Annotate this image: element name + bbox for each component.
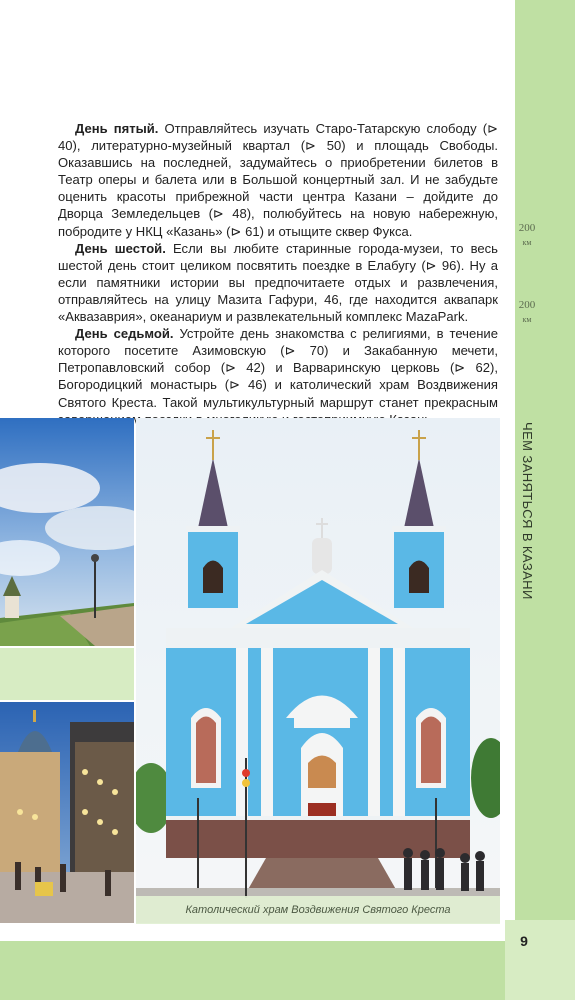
photo-caption: Католический храм Воздвижения Святого Креста — [136, 896, 500, 924]
page-number-box — [505, 920, 575, 1000]
paragraph-lead: День пятый. — [75, 121, 159, 136]
paragraph-day-5 — [58, 120, 498, 240]
paragraph-lead: День шестой. — [75, 240, 166, 256]
distance-value: 200 — [518, 299, 536, 311]
paragraph-day-7 — [58, 325, 498, 428]
distance-unit: км — [522, 238, 532, 247]
bottom-green-band — [0, 941, 505, 1000]
section-title: ЧЕМ ЗАНЯТЬСЯ В КАЗАНИ — [520, 422, 535, 600]
photo-kremlin-view — [0, 418, 134, 646]
paragraph-lead: День седьмой. — [75, 326, 174, 342]
paragraph-text: Если вы любите старинные города-музеи, то весь шестой день стоит целиком посвятить поездке в Елабугу (⊳ 96). Ну а если памятники истории вы предпочитаете отдых и развлечения, отправляйтесь на улицу Мазита Гафури, 46, где находится аквапарк «Аквазаврия», океанариум и развлекательный комплекс MazaPark. — [58, 240, 498, 325]
photo-bauman-street — [0, 702, 134, 923]
photo-church — [136, 418, 500, 923]
page-number: 9 — [520, 933, 528, 949]
distance-marker-2 — [515, 300, 539, 324]
distance-value: 200 — [518, 222, 536, 234]
paragraph-text: Отправляйтесь изучать Старо-Татарскую слободу (⊳ 40), литературно-музейный квартал (⊳ 50) и площадь Свободы. Оказавшись на последней, задумайтесь о приобретении билетов в Театр оперы и балета или в Большой концертный зал. И не забудьте оценить красоты прибрежной части центра Казани – дойдите до Дворца Земледельцев (⊳ 48), полюбуйтесь на новую набережную, побродите у НКЦ «Казань» (⊳ 61) и отыщите сквер Фукса. — [58, 121, 499, 239]
paragraph-text: Устройте день знакомства с религиями, в течение которого посетите Азимовскую (⊳ 70) и Закабанную мечети, Петропавловский собор (⊳ 42) и Варваринскую церковь (⊳ 62), Богородицкий монастырь (⊳ 46) и католический храм Воздвижения Святого Креста. Такой мультикультурный маршрут станет прекрасным — [58, 326, 498, 410]
decorative-green-panel — [0, 648, 134, 700]
distance-marker-1 — [515, 223, 539, 247]
distance-unit: км — [522, 315, 532, 324]
paragraph-day-6 — [58, 240, 498, 325]
main-text — [58, 120, 498, 428]
